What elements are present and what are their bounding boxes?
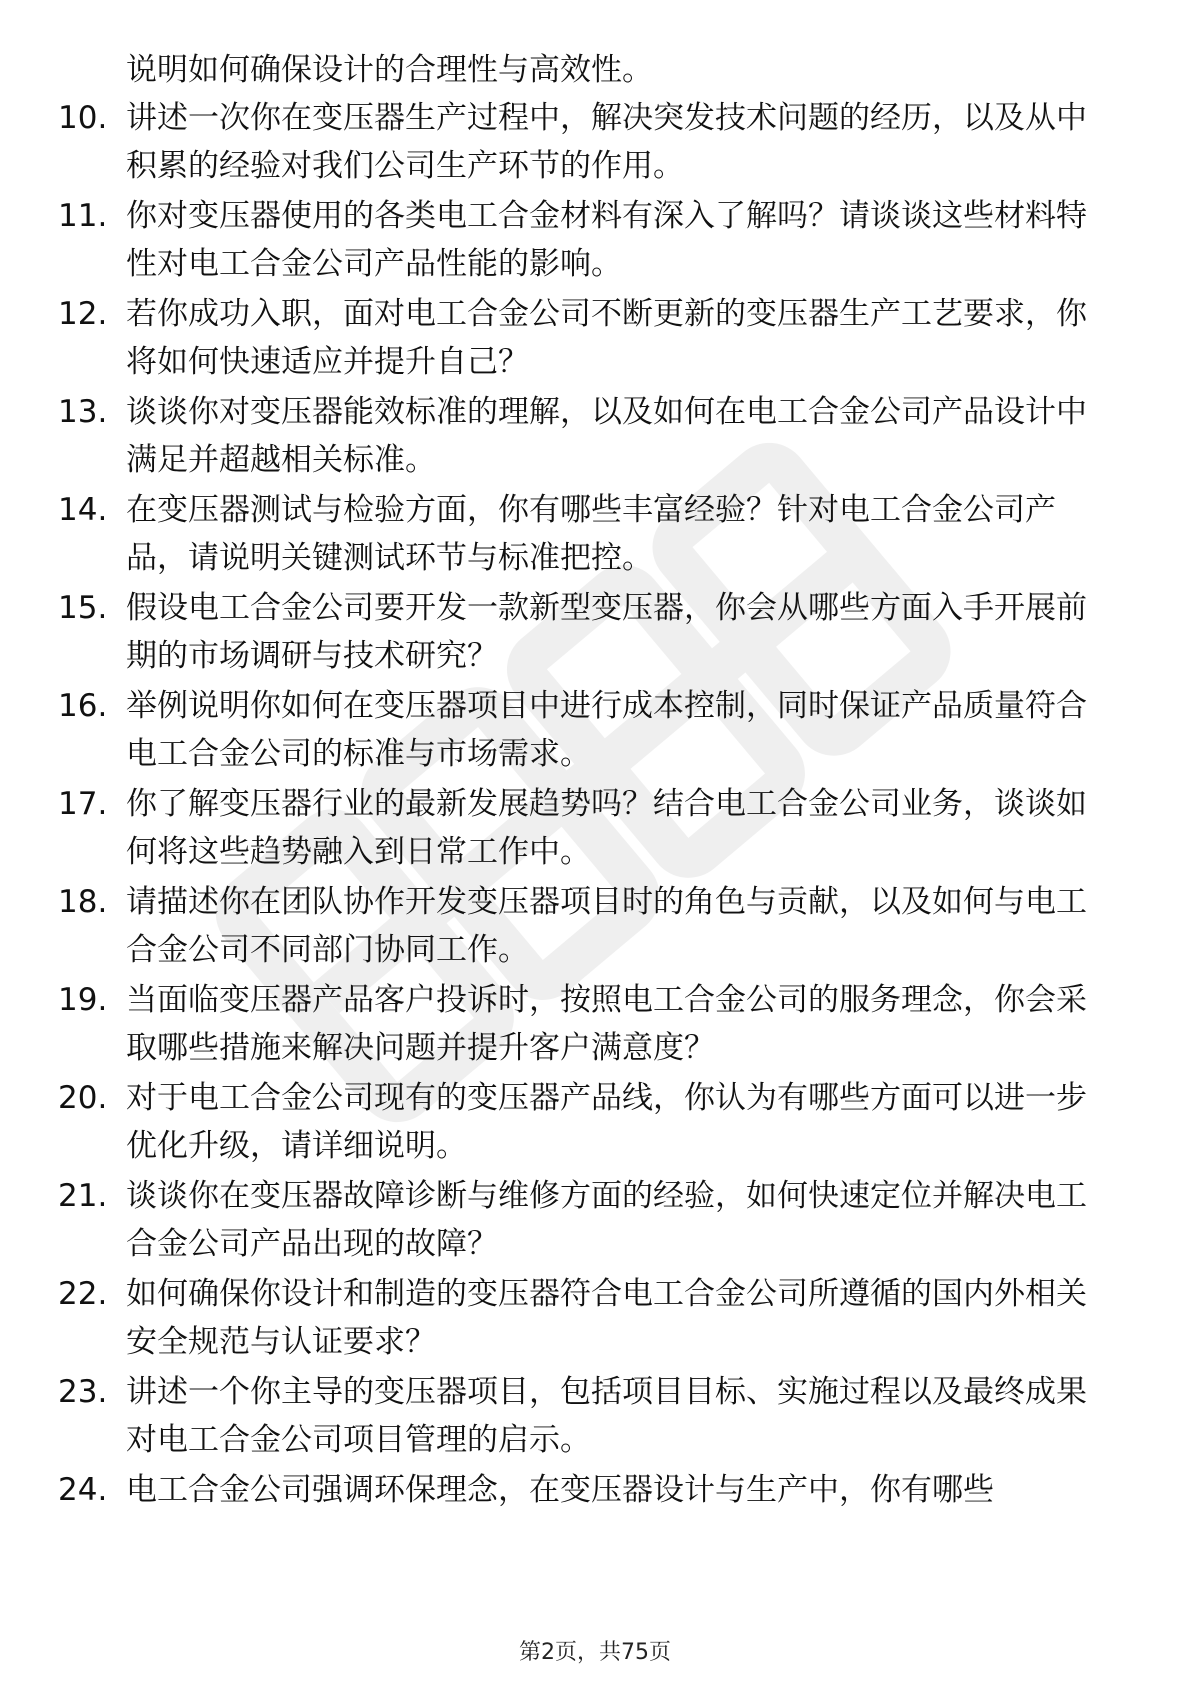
item-text: 举例说明你如何在变压器项目中进行成本控制，同时保证产品质量符合电工合金公司的标准与市场需求。 bbox=[126, 688, 1087, 772]
item-text: 假设电工合金公司要开发一款新型变压器，你会从哪些方面入手开展前期的市场调研与技术研究？ bbox=[126, 590, 1087, 674]
item-text: 你了解变压器行业的最新发展趋势吗？结合电工合金公司业务，谈谈如何将这些趋势融入到日常工作中。 bbox=[126, 786, 1087, 870]
item-number: 21. bbox=[58, 1178, 108, 1214]
item-number: 11. bbox=[58, 198, 108, 234]
item-number: 13. bbox=[58, 394, 108, 430]
item-number: 22. bbox=[58, 1276, 108, 1312]
item-text: 讲述一次你在变压器生产过程中，解决突发技术问题的经历，以及从中积累的经验对我们公司生产环节的作用。 bbox=[126, 100, 1087, 184]
item-text: 若你成功入职，面对电工合金公司不断更新的变压器生产工艺要求，你将如何快速适应并提升自己？ bbox=[126, 296, 1087, 380]
item-number: 14. bbox=[58, 492, 108, 528]
item-number: 18. bbox=[58, 884, 108, 920]
page-footer: 第2页，共75页 bbox=[519, 1640, 671, 1665]
item-number: 17. bbox=[58, 786, 108, 822]
item-text: 当面临变压器产品客户投诉时，按照电工合金公司的服务理念，你会采取哪些措施来解决问题并提升客户满意度？ bbox=[126, 982, 1087, 1066]
item-text: 对于电工合金公司现有的变压器产品线，你认为有哪些方面可以进一步优化升级，请详细说明。 bbox=[126, 1080, 1087, 1164]
continuation-text: 说明如何确保设计的合理性与高效性。 bbox=[126, 52, 653, 88]
item-number: 24. bbox=[58, 1472, 108, 1508]
item-text: 讲述一个你主导的变压器项目，包括项目目标、实施过程以及最终成果对电工合金公司项目管理的启示。 bbox=[126, 1374, 1087, 1458]
item-number: 12. bbox=[58, 296, 108, 332]
item-text: 谈谈你对变压器能效标准的理解，以及如何在电工合金公司产品设计中满足并超越相关标准。 bbox=[126, 394, 1087, 478]
item-number: 15. bbox=[58, 590, 108, 626]
item-text: 如何确保你设计和制造的变压器符合电工合金公司所遵循的国内外相关安全规范与认证要求？ bbox=[126, 1276, 1087, 1360]
item-number: 23. bbox=[58, 1374, 108, 1410]
item-text: 在变压器测试与检验方面，你有哪些丰富经验？针对电工合金公司产品，请说明关键测试环节与标准把控。 bbox=[126, 492, 1056, 576]
item-text: 请描述你在团队协作开发变压器项目时的角色与贡献，以及如何与电工合金公司不同部门协同工作。 bbox=[126, 884, 1087, 968]
item-number: 20. bbox=[58, 1080, 108, 1116]
item-text: 你对变压器使用的各类电工合金材料有深入了解吗？请谈谈这些材料特性对电工合金公司产品性能的影响。 bbox=[126, 198, 1087, 282]
item-number: 19. bbox=[58, 982, 108, 1018]
item-number: 16. bbox=[58, 688, 108, 724]
item-text: 谈谈你在变压器故障诊断与维修方面的经验，如何快速定位并解决电工合金公司产品出现的故障？ bbox=[126, 1178, 1087, 1262]
item-number: 10. bbox=[58, 100, 108, 136]
item-text: 电工合金公司强调环保理念，在变压器设计与生产中，你有哪些 bbox=[126, 1472, 994, 1508]
